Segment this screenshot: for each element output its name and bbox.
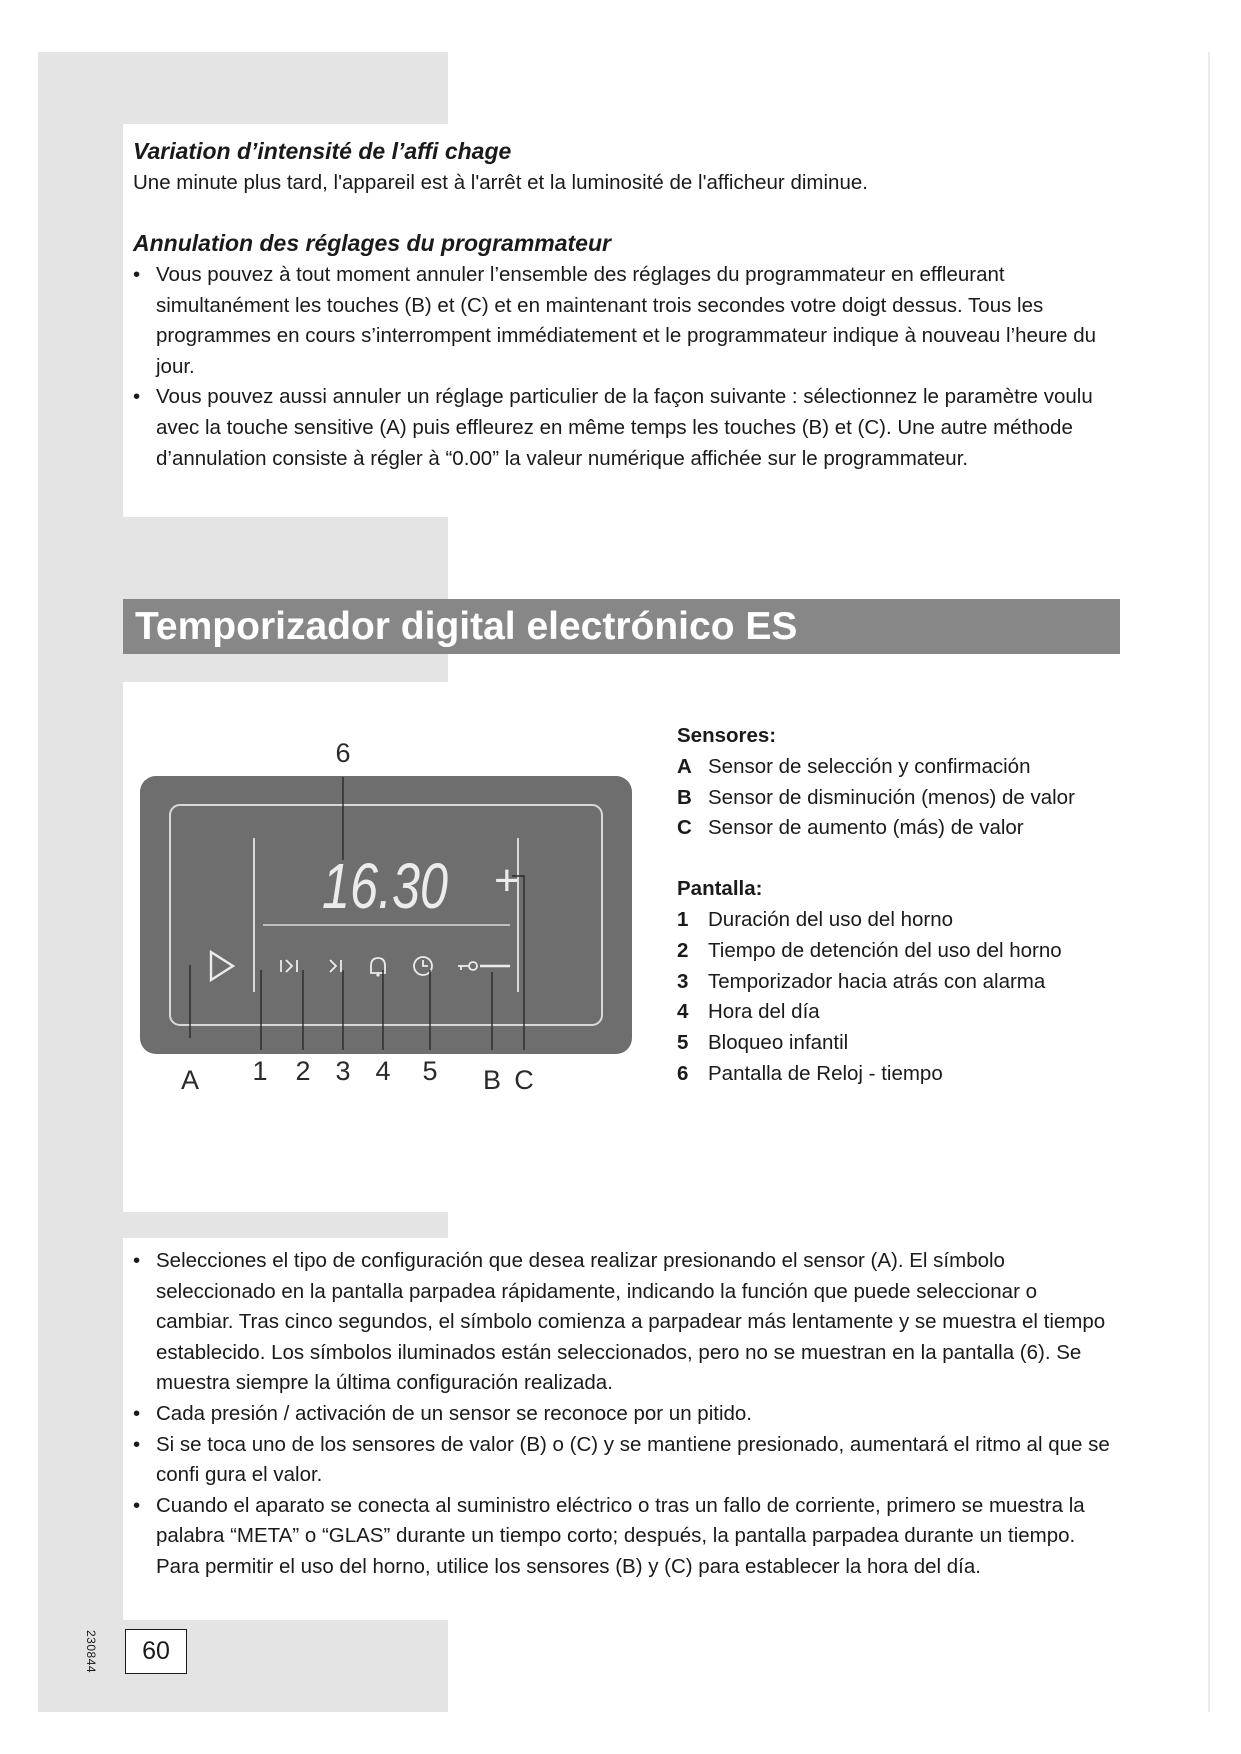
legend-text: Sensor de disminución (menos) de valor — [708, 785, 1075, 809]
section-header-bar — [123, 599, 1120, 654]
legend-row — [677, 997, 1075, 1028]
callout-labels-bottom — [181, 1056, 534, 1095]
legend-row — [677, 813, 1075, 844]
legend-row — [677, 1059, 1075, 1090]
alarm-bell-clapper — [376, 973, 379, 976]
list-item: • Vous pouvez à tout moment annuler l’ensemble des réglages du programmateur en effleurant simultanément les touches (B) et (C) et en maintenant trois secondes votre doigt dessus. Tous les programmes en cours s’interrompent immédiatement et le programmateur indique à nouveau l’heure du jour. — [133, 260, 1118, 382]
legend-row — [677, 936, 1075, 967]
list-item: • Vous pouvez aussi annuler un réglage particulier de la façon suivante : sélectionnez le paramètre voulu avec la touche sensitive (A) puis effleurez en même temps les touches (B) et (C). Une autre méthode d’annulation consiste à régler à “0.00” la valeur numérique affichée sur le programmateur. — [133, 382, 1118, 474]
callout-a: A — [180, 1065, 200, 1095]
usage-bullet-list — [133, 1246, 1118, 1583]
legend-text: Temporizador hacia atrás con alarma — [708, 969, 1046, 993]
sensors-title: Sensores: — [677, 724, 777, 747]
callout-b: B — [482, 1065, 502, 1095]
legend-row — [677, 752, 1075, 783]
legend-row — [677, 783, 1075, 814]
legend-text: Tiempo de detención del uso del horno — [708, 938, 1062, 962]
callout-6: 6 — [335, 738, 351, 768]
display-time-digits: 16.30 — [322, 850, 449, 922]
legend-text: Bloqueo infantil — [708, 1031, 849, 1055]
legend-row — [677, 967, 1075, 998]
legend-key: 3 — [677, 969, 689, 993]
legend-key: 4 — [677, 1000, 689, 1024]
legend-row — [677, 905, 1075, 936]
callout-2: 2 — [295, 1056, 311, 1086]
cancel-heading: Annulation des réglages du programmateur — [133, 230, 611, 256]
dimming-heading: Variation d’intensité de l’affi chage — [133, 138, 512, 164]
list-item: • Si se toca uno de los sensores de valor (B) o (C) y se mantiene presionado, aumentará el ritmo al que se confi gura el valor. — [133, 1430, 1118, 1491]
section-title: Temporizador digital electrónico ES — [135, 605, 798, 648]
callout-5: 5 — [422, 1056, 438, 1086]
legend-key: C — [677, 816, 692, 840]
list-item: • Cada presión / activación de un sensor se reconoce por un pitido. — [133, 1399, 1118, 1430]
legend-text: Duración del uso del horno — [708, 907, 954, 931]
legend-text: Pantalla de Reloj - tiempo — [708, 1061, 943, 1085]
dimming-text: Une minute plus tard, l'appareil est à l'arrêt et la luminosité de l'afficheur diminue. — [133, 171, 868, 194]
plus-sensor[interactable]: + — [494, 856, 520, 905]
legend-key: 1 — [677, 907, 689, 931]
page-right-rule — [1208, 52, 1210, 1712]
legend-key: 6 — [677, 1061, 689, 1085]
legend-key: A — [677, 754, 692, 778]
legend-text: Sensor de selección y confirmación — [708, 754, 1031, 778]
callout-1: 1 — [252, 1056, 268, 1086]
callout-4: 4 — [375, 1056, 391, 1086]
document-number: 230844 — [84, 1630, 98, 1674]
legend-row — [677, 1028, 1075, 1059]
display-title: Pantalla: — [677, 877, 763, 901]
legend-text: Sensor de aumento (más) de valor — [708, 816, 1024, 840]
legend-text: Hora del día — [708, 1000, 820, 1024]
cancel-bullet-list — [133, 260, 1118, 474]
page-number: 60 — [125, 1629, 187, 1674]
callout-3: 3 — [335, 1056, 351, 1086]
list-item: • Cuando el aparato se conecta al suministro eléctrico o tras un fallo de corriente, primero se muestra la palabra “META” o “GLAS” durante un tiempo corto; después, la pantalla parpadea durante un tiempo. Para permitir el uso del horno, utilice los sensores (B) y (C) para establecer la hora del día. — [133, 1491, 1118, 1583]
legend-key: B — [677, 785, 692, 809]
timer-control-panel-diagram — [130, 720, 650, 1140]
legend-key: 2 — [677, 938, 689, 962]
legend-key: 5 — [677, 1031, 689, 1055]
callout-c: C — [514, 1065, 534, 1095]
diagram-legend — [677, 721, 1075, 1090]
list-item: • Selecciones el tipo de configuración que desea realizar presionando el sensor (A). El símbolo seleccionado en la pantalla parpadea rápidamente, indicando la función que puede seleccionar o cambiar. Tras cinco segundos, el símbolo comienza a parpadear más lentamente y se muestra el tiempo establecido. Los símbolos iluminados están seleccionados, pero no se muestran en la pantalla (6). Se muestra siempre la última configuración realizada. — [133, 1246, 1118, 1399]
